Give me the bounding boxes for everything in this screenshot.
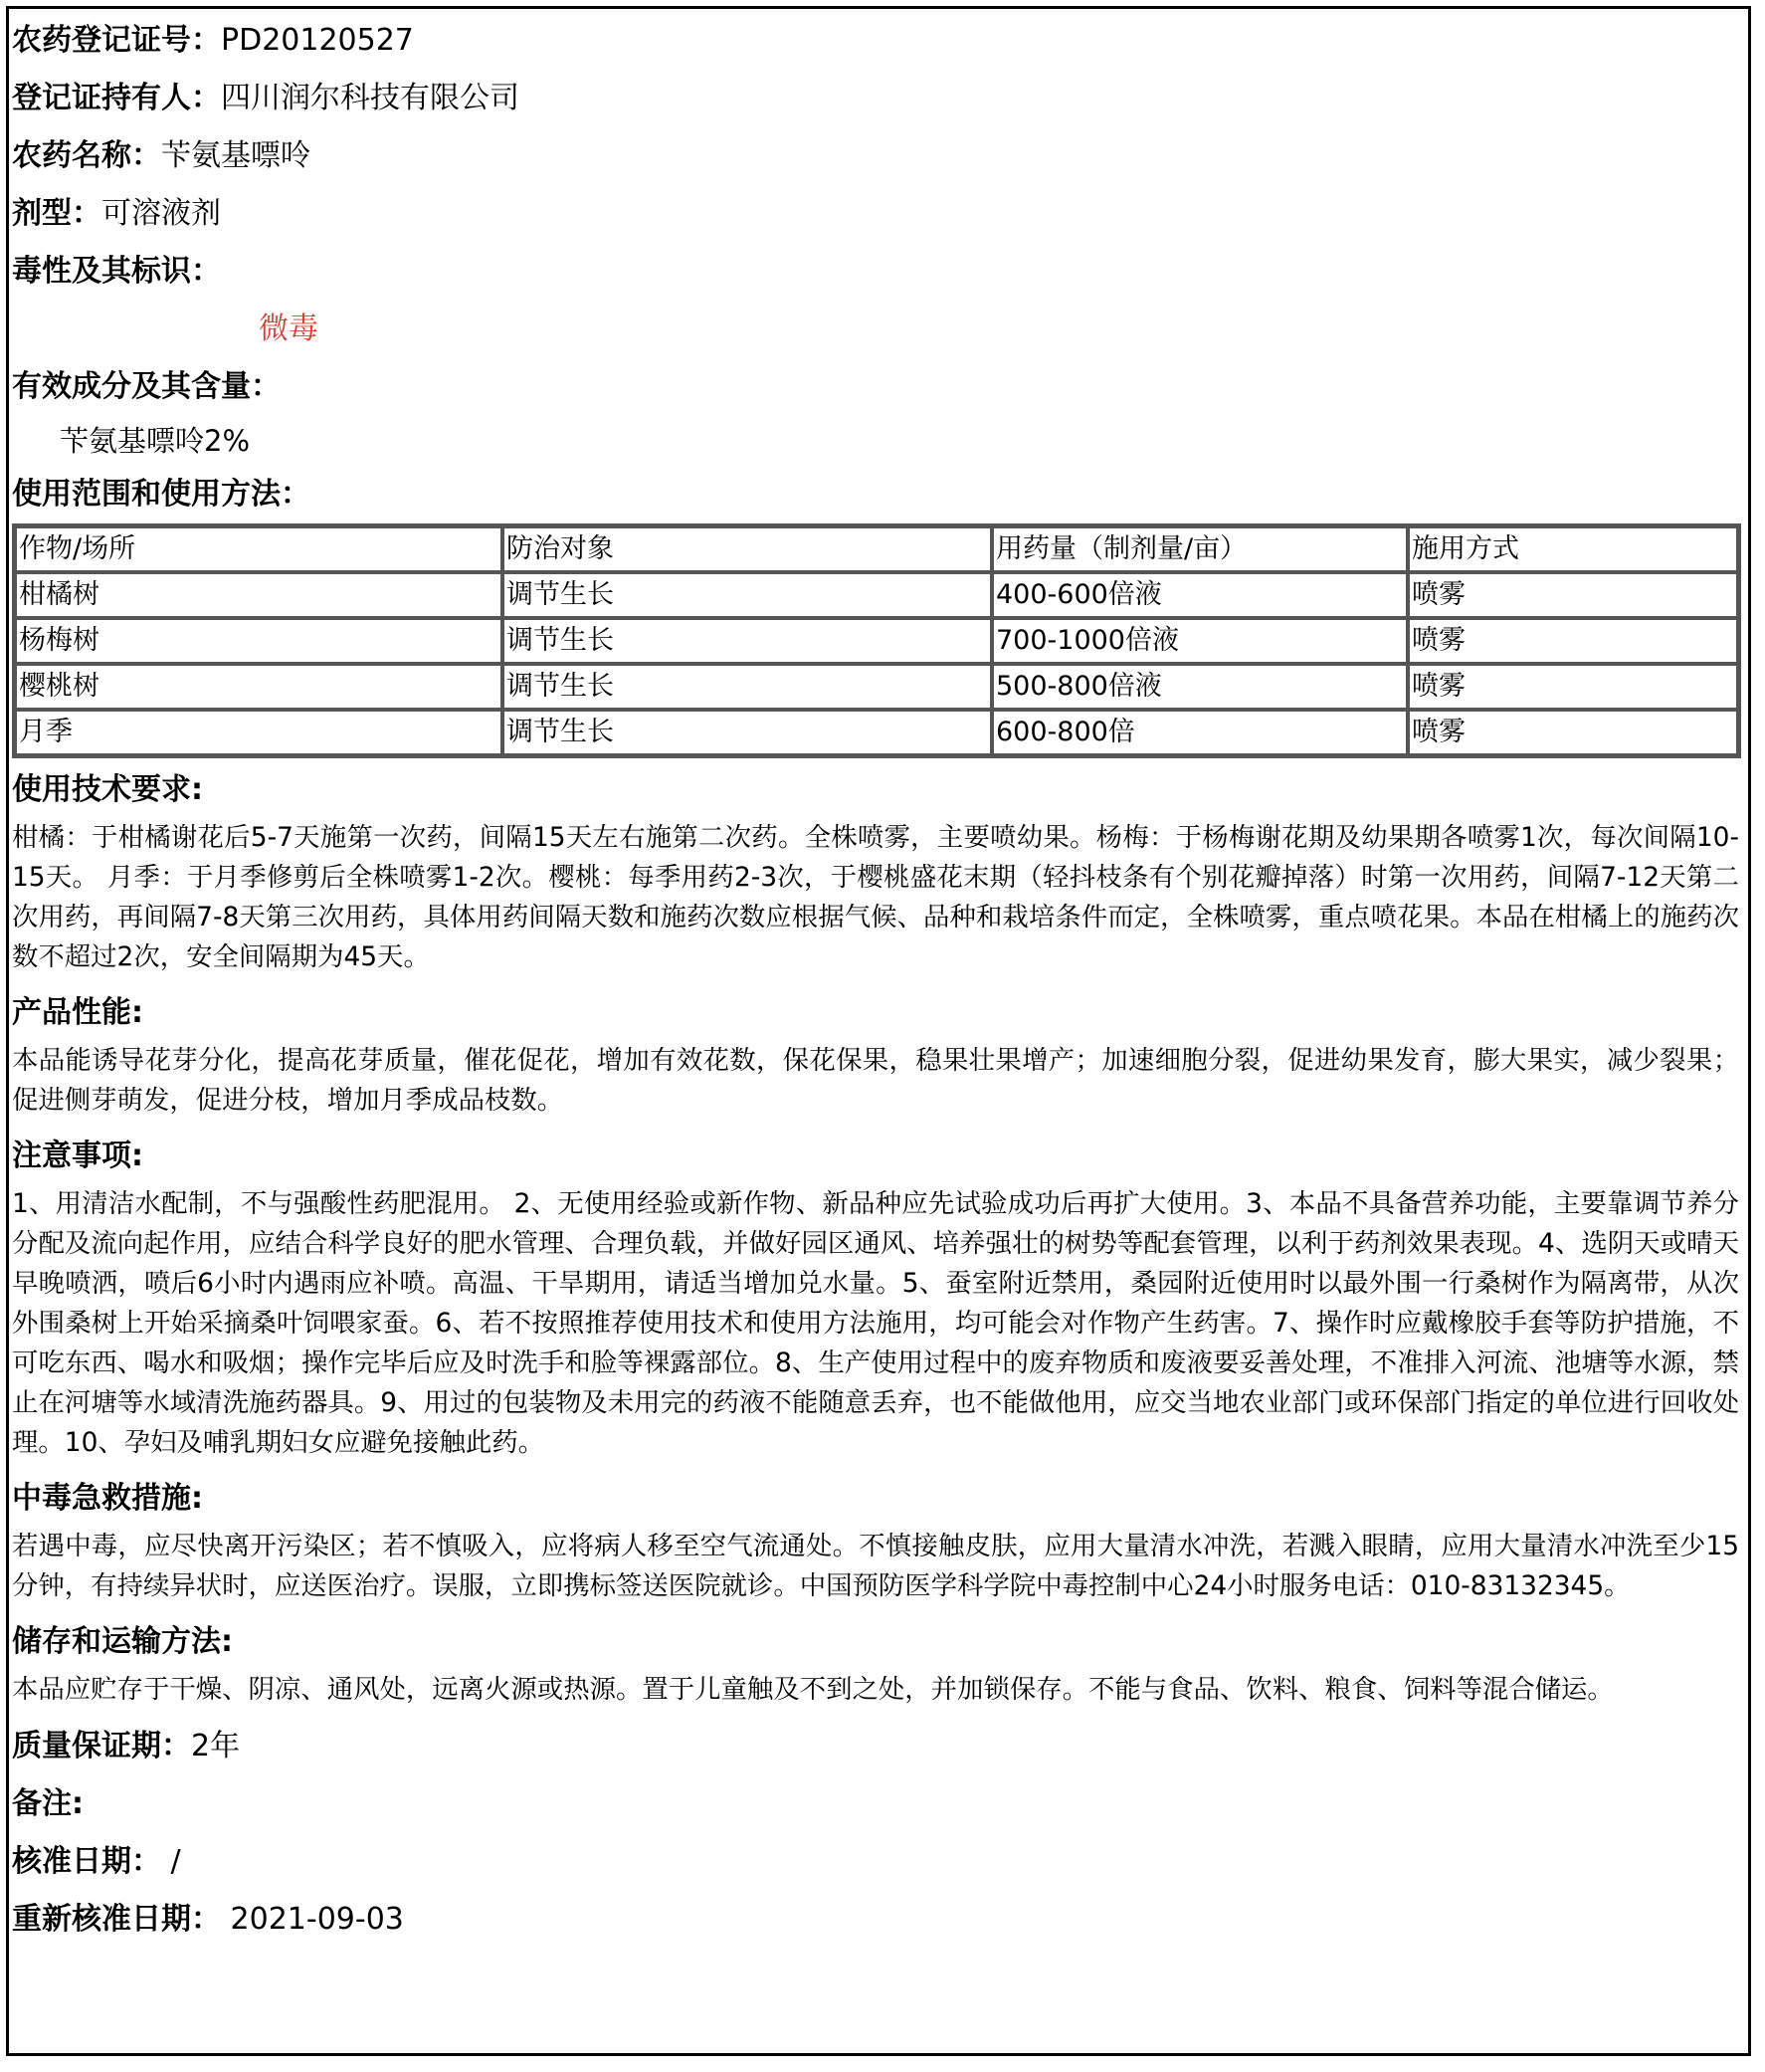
cell-crop: 樱桃树 bbox=[15, 664, 502, 710]
storage-text: 本品应贮存于干燥、阴凉、通风处，远离火源或热源。置于儿童触及不到之处，并加锁保存。不能与食品、饮料、粮食、饲料等混合储运。 bbox=[12, 1674, 1614, 1705]
holder-row bbox=[12, 70, 1743, 127]
toxicity-row bbox=[12, 243, 1743, 301]
cell-dosage: 700-1000倍液 bbox=[992, 618, 1408, 664]
tech-requirements-text: 柑橘：于柑橘谢花后5-7天施第一次药，间隔15天左右施第二次药。全株喷雾，主要喷幼果。杨梅：于杨梅谢花期及幼果期各喷雾1次，每次间隔10-15天。 月季：于月季修剪后全株喷雾1-2次。樱桃：每季用药2-3次，于樱桃盛花末期（轻抖枝条有个别花瓣掉落）时第一次用药，间隔7-12天第二次用药，再间隔7-8天第三次用药，具体用药间隔天数和施药次数应根据气候、品种和栽培条件而定，全株喷雾，重点喷花果。本品在柑橘上的施药次数不超过2次，安全间隔期为45天。 bbox=[12, 822, 1739, 972]
first-aid-text: 若遇中毒，应尽快离开污染区；若不慎吸入，应将病人移至空气流通处。不慎接触皮肤，应用大量清水冲洗，若溅入眼睛，应用大量清水冲洗至少15分钟，有持续异状时，应送医治疗。误服，立即携标签送医院就诊。中国预防医学科学院中毒控制中心24小时服务电话：010-83132345。 bbox=[12, 1531, 1739, 1601]
approval-date-row bbox=[12, 1833, 1743, 1891]
cell-method: 喷雾 bbox=[1408, 572, 1738, 618]
holder-value: 四川润尔科技有限公司 bbox=[221, 81, 519, 115]
notice-text: 1、用清洁水配制，不与强酸性药肥混用。 2、无使用经验或新作物、新品种应先试验成功后再扩大使用。3、本品不具备营养功能，主要靠调节养分分配及流向起作用，应结合科学良好的肥水管理、合理负载，并做好园区通风、培养强壮的树势等配套管理，以利于药剂效果表现。4、选阴天或晴天早晚喷洒，喷后6小时内遇雨应补喷。高温、干旱期用，请适当增加兑水量。5、蚕室附近禁用，桑园附近使用时以最外围一行桑树作为隔离带，从次外围桑树上开始采摘桑叶饲喂家蚕。6、若不按照推荐使用技术和使用方法施用，均可能会对作物产生药害。7、操作时应戴橡胶手套等防护措施，不可吃东西、喝水和吸烟；操作完毕后应及时洗手和脸等裸露部位。8、生产使用过程中的废弃物质和废液要妥善处理，不准排入河流、池塘等水源，禁止在河塘等水域清洗施药器具。9、用过的包装物及未用完的药液不能随意丢弃，也不能做他用，应交当地农业部门或环保部门指定的单位进行回收处理。10、孕妇及哺乳期妇女应避免接触此药。 bbox=[12, 1188, 1739, 1458]
notice-heading: 注意事项: bbox=[12, 1139, 143, 1173]
approval-date-value: / bbox=[161, 1844, 181, 1879]
table-row bbox=[15, 664, 1738, 710]
cert-no-label: 农药登记证号： bbox=[12, 23, 221, 58]
name-label: 农药名称： bbox=[12, 138, 161, 173]
ingredient-row bbox=[12, 358, 1743, 416]
cell-target: 调节生长 bbox=[502, 710, 992, 755]
formulation-value: 可溶液剂 bbox=[101, 196, 221, 231]
shelf-life-label: 质量保证期： bbox=[12, 1729, 191, 1763]
cell-dosage: 600-800倍 bbox=[992, 710, 1408, 755]
column-header-dosage: 用药量（制剂量/亩） bbox=[992, 526, 1408, 572]
toxicity-value: 微毒 bbox=[259, 311, 318, 346]
cert-no-value: PD20120527 bbox=[221, 23, 414, 58]
column-header-target: 防治对象 bbox=[502, 526, 992, 572]
cell-crop: 杨梅树 bbox=[15, 618, 502, 664]
cell-dosage: 500-800倍液 bbox=[992, 664, 1408, 710]
table-row bbox=[15, 710, 1738, 755]
name-row bbox=[12, 127, 1743, 185]
holder-label: 登记证持有人： bbox=[12, 81, 221, 115]
ingredient-value: 苄氨基嘌呤2% bbox=[60, 424, 251, 458]
reapproval-date-value: 2021-09-03 bbox=[221, 1902, 404, 1937]
formulation-row bbox=[12, 185, 1743, 243]
usage-heading-row bbox=[12, 466, 1743, 523]
usage-heading: 使用范围和使用方法： bbox=[12, 477, 310, 512]
first-aid-heading: 中毒急救措施: bbox=[12, 1481, 203, 1516]
pesticide-registration-document bbox=[12, 12, 1743, 1949]
name-value: 苄氨基嘌呤 bbox=[161, 138, 310, 173]
cell-method: 喷雾 bbox=[1408, 710, 1738, 755]
cell-target: 调节生长 bbox=[502, 664, 992, 710]
storage-heading: 储存和运输方法: bbox=[12, 1624, 233, 1659]
usage-table bbox=[12, 523, 1741, 758]
product-performance-text: 本品能诱导花芽分化，提高花芽质量，催花促花，增加有效花数，保花保果，稳果壮果增产；加速细胞分裂，促进幼果发育，膨大果实，减少裂果；促进侧芽萌发，促进分枝，增加月季成品枝数。 bbox=[12, 1045, 1739, 1116]
table-row bbox=[15, 572, 1738, 618]
cell-target: 调节生长 bbox=[502, 618, 992, 664]
remark-label: 备注: bbox=[12, 1786, 84, 1821]
cell-dosage: 400-600倍液 bbox=[992, 572, 1408, 618]
reapproval-date-row bbox=[12, 1891, 1743, 1949]
product-performance-heading: 产品性能: bbox=[12, 995, 143, 1030]
cell-method: 喷雾 bbox=[1408, 618, 1738, 664]
tech-requirements-heading: 使用技术要求: bbox=[12, 772, 203, 807]
cell-crop: 月季 bbox=[15, 710, 502, 755]
reapproval-date-label: 重新核准日期： bbox=[12, 1902, 221, 1937]
ingredient-label: 有效成分及其含量： bbox=[12, 369, 281, 404]
cert-no-row bbox=[12, 12, 1743, 70]
toxicity-label: 毒性及其标识： bbox=[12, 254, 221, 289]
table-row bbox=[15, 618, 1738, 664]
column-header-method: 施用方式 bbox=[1408, 526, 1738, 572]
cell-method: 喷雾 bbox=[1408, 664, 1738, 710]
usage-table-header bbox=[15, 526, 1738, 572]
approval-date-label: 核准日期： bbox=[12, 1844, 161, 1879]
shelf-life-value: 2年 bbox=[191, 1729, 241, 1763]
formulation-label: 剂型： bbox=[12, 196, 101, 231]
column-header-crop: 作物/场所 bbox=[15, 526, 502, 572]
cell-target: 调节生长 bbox=[502, 572, 992, 618]
remark-row bbox=[12, 1775, 1743, 1833]
cell-crop: 柑橘树 bbox=[15, 572, 502, 618]
shelf-life-row bbox=[12, 1718, 1743, 1775]
